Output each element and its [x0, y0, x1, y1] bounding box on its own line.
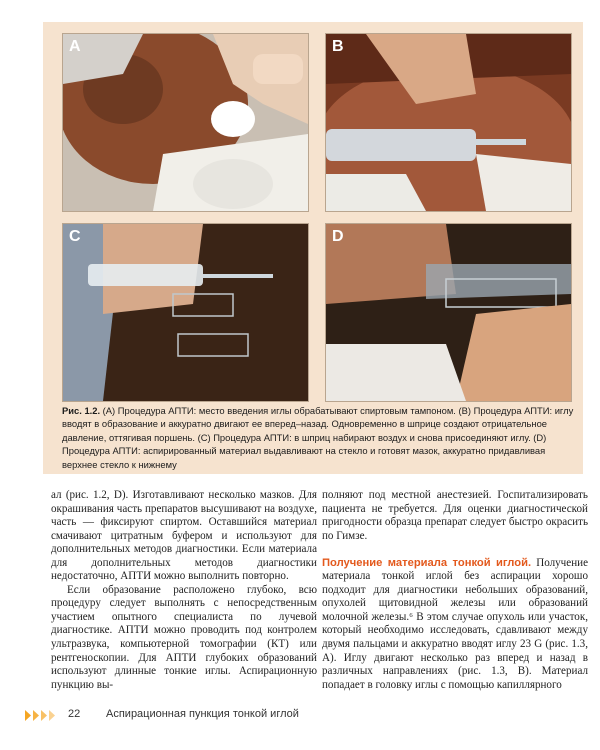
- panel-letter-d: D: [332, 228, 344, 245]
- paragraph: полняют под местной анестезией. Госпитализировать пациента не требуется. Для оценки диагностической пригодности образца препарат следует быстро окрасить по Гимзе.: [322, 489, 588, 542]
- photo-c-image: [63, 224, 308, 401]
- photo-panel-d: [325, 223, 572, 402]
- panel-letter-a: A: [69, 38, 81, 55]
- photo-b-image: [326, 34, 571, 211]
- body-column-right: [322, 489, 588, 692]
- figure-caption: [62, 404, 574, 471]
- caption-label: Рис. 1.2.: [62, 405, 101, 416]
- body-column-left: [51, 489, 317, 692]
- paragraph-gap: [322, 543, 588, 557]
- page-number: 22: [68, 708, 81, 720]
- paragraph: [322, 557, 588, 692]
- running-title: Аспирационная пункция тонкой иглой: [106, 708, 299, 720]
- panel-letter-b: B: [332, 38, 344, 55]
- paragraph: ал (рис. 1.2, D). Изготавливают несколько мазков. Для окрашивания часть препаратов высушивают на воздухе, часть — фиксируют спиртом. Оставшийся материал смачивают цитратным буфером и используют для дополнительных методов диагностики. Если материала для дополнительных методов диагностики недостаточно, АПТИ можно выполнить повторно.: [51, 489, 317, 583]
- photo-d-image: [326, 224, 571, 401]
- photo-panel-a: [62, 33, 309, 212]
- caption-text: (A) Процедура АПТИ: место введения иглы обрабатывают спиртовым тампоном. (B) Процедура АПТИ: иглу вводят в образование и аккуратно двигают ее вперед–назад. Одновременно в шприце создают отрицательное давление, оттягивая поршень. (C) Процедура АПТИ: в шприц набирают воздух и снова присоединяют иглу. (D) Процедура АПТИ: аспирированный материал выдавливают на стекло и готовят мазок, аккуратно придавливая верхнее стекло к нижнему: [62, 405, 574, 470]
- paragraph-text: Получение материала тонкой иглой без аспирации хорошо подходит для диагностики небольших образований, опухолей щитовидной железы или образований молочной железы.⁶ В этом случае опухоль или участок, который необходимо исследовать, сдавливают между двумя пальцами и аккуратно вводят иглу 23 G (рис. 1.3, A). Иглу двигают несколько раз вперед и назад в различных направлениях (рис. 1.3, B). Материал попадает в головку иглы с помощью капиллярного: [322, 556, 588, 691]
- photo-a-image: [63, 34, 308, 211]
- photo-panel-b: [325, 33, 572, 212]
- paragraph: Если образование расположено глубоко, всю процедуру следует выполнять с непосредственным участием опытного специалиста по лучевой диагностике. АПТИ можно проводить под контролем ультразвука, компьютерной томографии (КТ) или рентгеноскопии. Для АПТИ глубоких образований используют длинные тонкие иглы. Аспирационную пункцию вы-: [51, 583, 317, 691]
- section-heading: Получение материала тонкой иглой.: [322, 556, 532, 569]
- photo-panel-c: [62, 223, 309, 402]
- chevrons-icon: [24, 709, 58, 722]
- panel-letter-c: C: [69, 228, 81, 245]
- figure-1-2: [43, 22, 583, 474]
